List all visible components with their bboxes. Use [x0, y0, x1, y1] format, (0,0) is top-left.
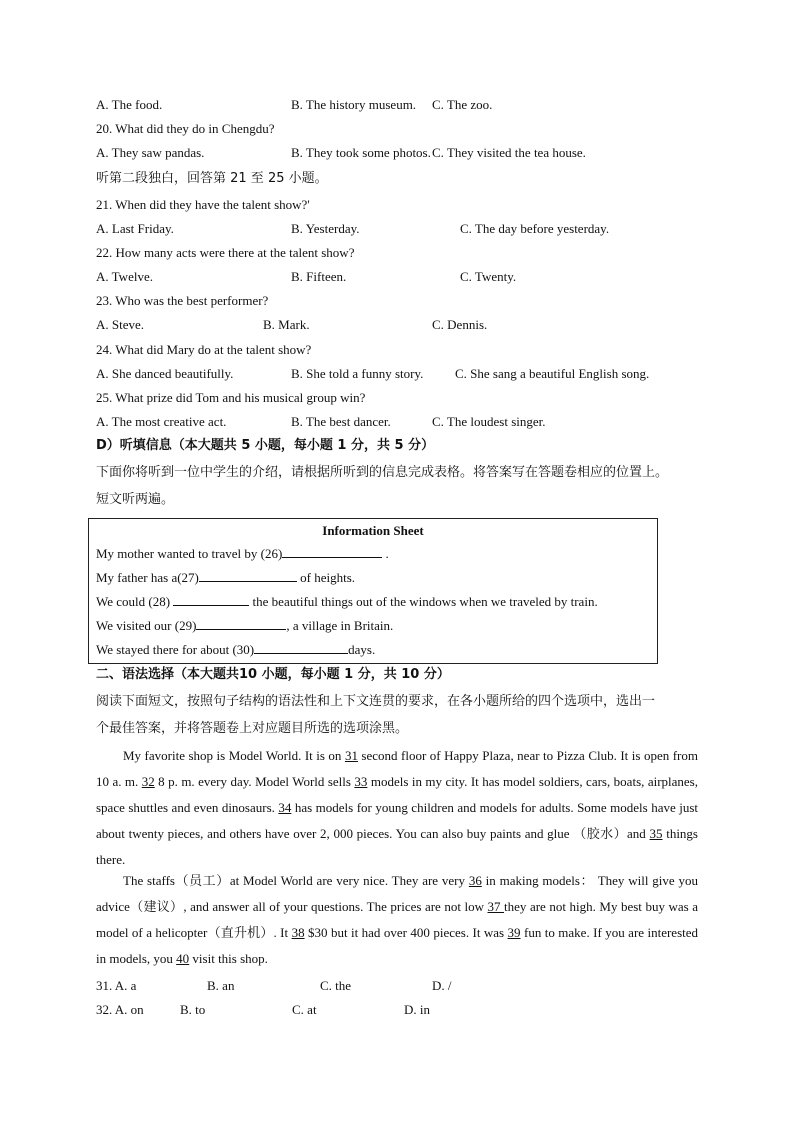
sheet-row-30 — [96, 641, 375, 658]
option: B. Yesterday. — [291, 221, 360, 236]
passage-text: models in my city. It has model soldiers, cars, boats, airplanes, space shuttles and even dinosaurs. — [96, 774, 698, 815]
row-text: the beautiful things out of the windows when we traveled by train. — [249, 594, 598, 609]
option: C. The zoo. — [432, 97, 493, 112]
option: A. Twelve. — [96, 269, 153, 284]
option: C. Twenty. — [460, 269, 517, 284]
option: A. Last Friday. — [96, 221, 174, 236]
passage-text: visit this shop. — [189, 951, 268, 966]
blank-number: 38 — [291, 925, 305, 940]
option: B. They took some photos. — [291, 145, 431, 160]
passage-text: $30 but it had over 400 pieces. It was — [304, 925, 508, 940]
question-22: 22. How many acts were there at the talent show? — [96, 245, 355, 260]
row-text: We stayed there for about (30) — [96, 642, 255, 657]
blank-number: 40 — [176, 951, 190, 966]
blank-number: 35 — [649, 826, 663, 841]
question-20: 20. What did they do in Chengdu? — [96, 121, 275, 136]
passage-text: second floor of Happy Plaza, near to Pizza Club. It is open from 10 a. m. — [96, 748, 698, 789]
option: D. / — [432, 978, 452, 993]
row-text: of heights. — [296, 570, 356, 585]
instruction-monologue-2: 听第二段独白，回答第 21 至 25 小题。 — [96, 171, 328, 186]
row-text: My mother wanted to travel by (26) — [96, 546, 283, 561]
option: B. Fifteen. — [291, 269, 347, 284]
question-21: 21. When did they have the talent show?' — [96, 197, 310, 212]
information-sheet — [88, 518, 658, 664]
option: A. They saw pandas. — [96, 145, 205, 160]
answer-blank-28[interactable] — [173, 593, 249, 606]
blank-number: 32 — [141, 774, 155, 789]
option: 31. A. a — [96, 978, 137, 993]
sheet-title: Information Sheet — [322, 523, 424, 538]
answer-blank-26[interactable] — [282, 545, 382, 558]
blank-number: 39 — [507, 925, 521, 940]
passage-text: has models for young children and models for adults. Some models have just about twenty pieces, and others have over 2, 000 pieces. You can also buy paints and glue （胶水）and — [96, 800, 698, 841]
question-25: 25. What prize did Tom and his musical group win? — [96, 390, 366, 405]
option: C. She sang a beautiful English song. — [455, 366, 650, 381]
section-2-heading: 二、语法选择（本大题共10 小题，每小题 1 分，共 10 分） — [96, 667, 450, 682]
passage-text: in making models： They will give you advice（建议）, and answer all of your questions. The prices are not low — [96, 873, 698, 914]
section-d-heading: D）听填信息（本大题共 5 小题，每小题 1 分，共 5 分） — [96, 438, 435, 453]
row-text: . — [382, 546, 389, 561]
passage-paragraph-1 — [96, 743, 698, 873]
option: D. in — [404, 1002, 430, 1017]
section-2-instruction: 个最佳答案，并将答题卷上对应题目所选的选项涂黑。 — [96, 721, 409, 736]
option: A. The food. — [96, 97, 163, 112]
row-text: We visited our (29) — [96, 618, 197, 633]
option: C. at — [292, 1002, 317, 1017]
passage-text: 8 p. m. every day. Model World sells — [154, 774, 355, 789]
blank-number: 37 — [487, 899, 505, 914]
sheet-row-28 — [96, 593, 598, 610]
blank-number: 34 — [278, 800, 292, 815]
passage-text: fun to make. If you are interested in models, you — [96, 925, 699, 966]
blank-number: 33 — [354, 774, 368, 789]
option: B. to — [180, 1002, 206, 1017]
row-text: days. — [348, 642, 376, 657]
answer-blank-30[interactable] — [254, 641, 348, 654]
option: C. the — [320, 978, 352, 993]
sheet-row-29 — [96, 617, 393, 634]
option: A. She danced beautifully. — [96, 366, 234, 381]
row-text: , a village in Britain. — [286, 618, 394, 633]
option: B. an — [207, 978, 235, 993]
passage-text: things there. — [96, 826, 698, 867]
option: 32. A. on — [96, 1002, 144, 1017]
option: C. The loudest singer. — [432, 414, 546, 429]
option: C. Dennis. — [432, 317, 488, 332]
question-24: 24. What did Mary do at the talent show? — [96, 342, 312, 357]
option: B. The best dancer. — [291, 414, 391, 429]
option: A. The most creative act. — [96, 414, 227, 429]
option: B. Mark. — [263, 317, 310, 332]
sheet-row-26 — [96, 545, 389, 562]
question-23: 23. Who was the best performer? — [96, 293, 269, 308]
option: A. Steve. — [96, 317, 145, 332]
passage-text: they are not high. My best buy was a model of a helicopter（直升机）. It — [96, 899, 698, 940]
row-text: We could (28) — [96, 594, 174, 609]
option: C. They visited the tea house. — [432, 145, 586, 160]
passage-text: My favorite shop is Model World. It is on — [123, 748, 345, 763]
option: B. The history museum. — [291, 97, 417, 112]
option: C. The day before yesterday. — [460, 221, 610, 236]
passage-paragraph-2 — [96, 868, 698, 972]
answer-blank-29[interactable] — [196, 617, 286, 630]
section-d-instruction: 下面你将听到一位中学生的介绍，请根据所听到的信息完成表格。将答案写在答题卷相应的位置上。 — [96, 465, 669, 480]
sheet-row-27 — [96, 569, 355, 586]
blank-number: 36 — [468, 873, 482, 888]
section-d-instruction: 短文听两遍。 — [96, 492, 175, 507]
answer-blank-27[interactable] — [199, 569, 297, 582]
option: B. She told a funny story. — [291, 366, 424, 381]
row-text: My father has a(27) — [96, 570, 199, 585]
section-2-instruction: 阅读下面短文，按照句子结构的语法性和上下文连贯的要求，在各小题所给的四个选项中，选出一 — [96, 694, 656, 709]
blank-number: 31 — [344, 748, 358, 763]
passage-text: The staffs（员工）at Model World are very nice. They are very — [123, 873, 469, 888]
